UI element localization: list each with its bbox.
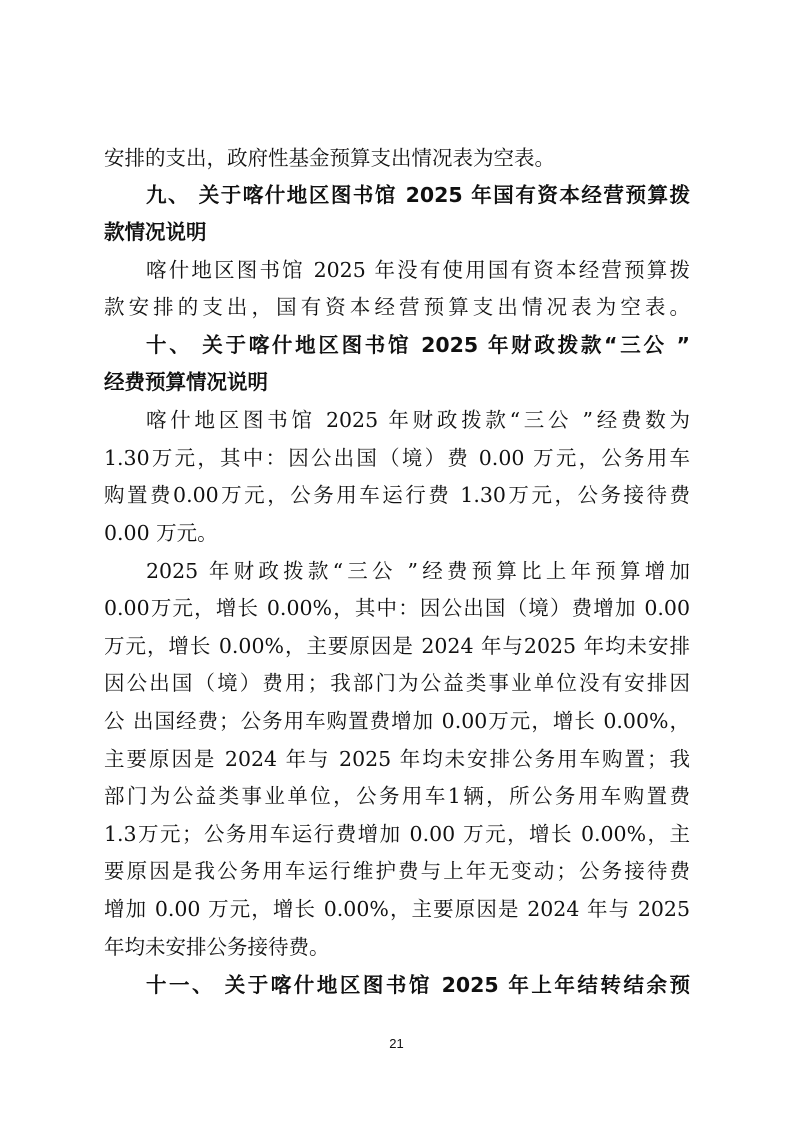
section-heading: 经费预算情况说明 (104, 370, 268, 394)
body-line: 万元，增长 0.00%，主要原因是 2024 年与2025 年均未安排 (104, 634, 690, 658)
body-line: 0.00万元，增长 0.00%，其中：因公出国（境）费增加 0.00 (104, 596, 690, 620)
body-line: 购置费0.00万元，公务用车运行费 1.30万元，公务接待费 (104, 483, 690, 507)
section-heading: 款情况说明 (104, 220, 207, 244)
body-line: 1.30万元，其中：因公出国（境）费 0.00 万元，公务用车 (104, 446, 690, 470)
body-line: 喀什地区图书馆 2025 年没有使用国有资本经营预算拨 (146, 258, 690, 282)
body-line: 2025 年财政拨款“三公 ”经费预算比上年预算增加 (146, 559, 690, 583)
body-line: 部门为公益类事业单位，公务用车1辆，所公务用车购置费 (104, 784, 690, 808)
section-heading: 十、 关于喀什地区图书馆 2025 年财政拨款“三公 ” (146, 333, 690, 357)
body-line: 安排的支出，政府性基金预算支出情况表为空表。 (104, 146, 555, 170)
body-line: 增加 0.00 万元，增长 0.00%，主要原因是 2024 年与 2025 (104, 897, 690, 921)
section-heading: 九、 关于喀什地区图书馆 2025 年国有资本经营预算拨 (146, 183, 690, 207)
page-number: 21 (389, 1036, 404, 1051)
body-line: 款安排的支出，国有资本经营预算支出情况表为空表。 (104, 295, 690, 319)
body-line: 0.00 万元。 (104, 521, 218, 545)
body-line: 公 出国经费；公务用车购置费增加 0.00万元，增长 0.00%， (104, 709, 690, 733)
body-line: 1.3万元；公务用车运行费增加 0.00 万元，增长 0.00%，主 (104, 822, 690, 846)
body-line: 因公出国（境）费用；我部门为公益类事业单位没有安排因 (104, 671, 690, 695)
body-line: 主要原因是 2024 年与 2025 年均未安排公务用车购置；我 (104, 747, 690, 771)
section-heading: 十一、 关于喀什地区图书馆 2025 年上年结转结余预 (146, 973, 690, 997)
body-line: 喀什地区图书馆 2025 年财政拨款“三公 ”经费数为 (146, 408, 690, 432)
body-line: 年均未安排公务接待费。 (104, 935, 330, 959)
body-line: 要原因是我公务用车运行维护费与上年无变动；公务接待费 (104, 859, 690, 883)
